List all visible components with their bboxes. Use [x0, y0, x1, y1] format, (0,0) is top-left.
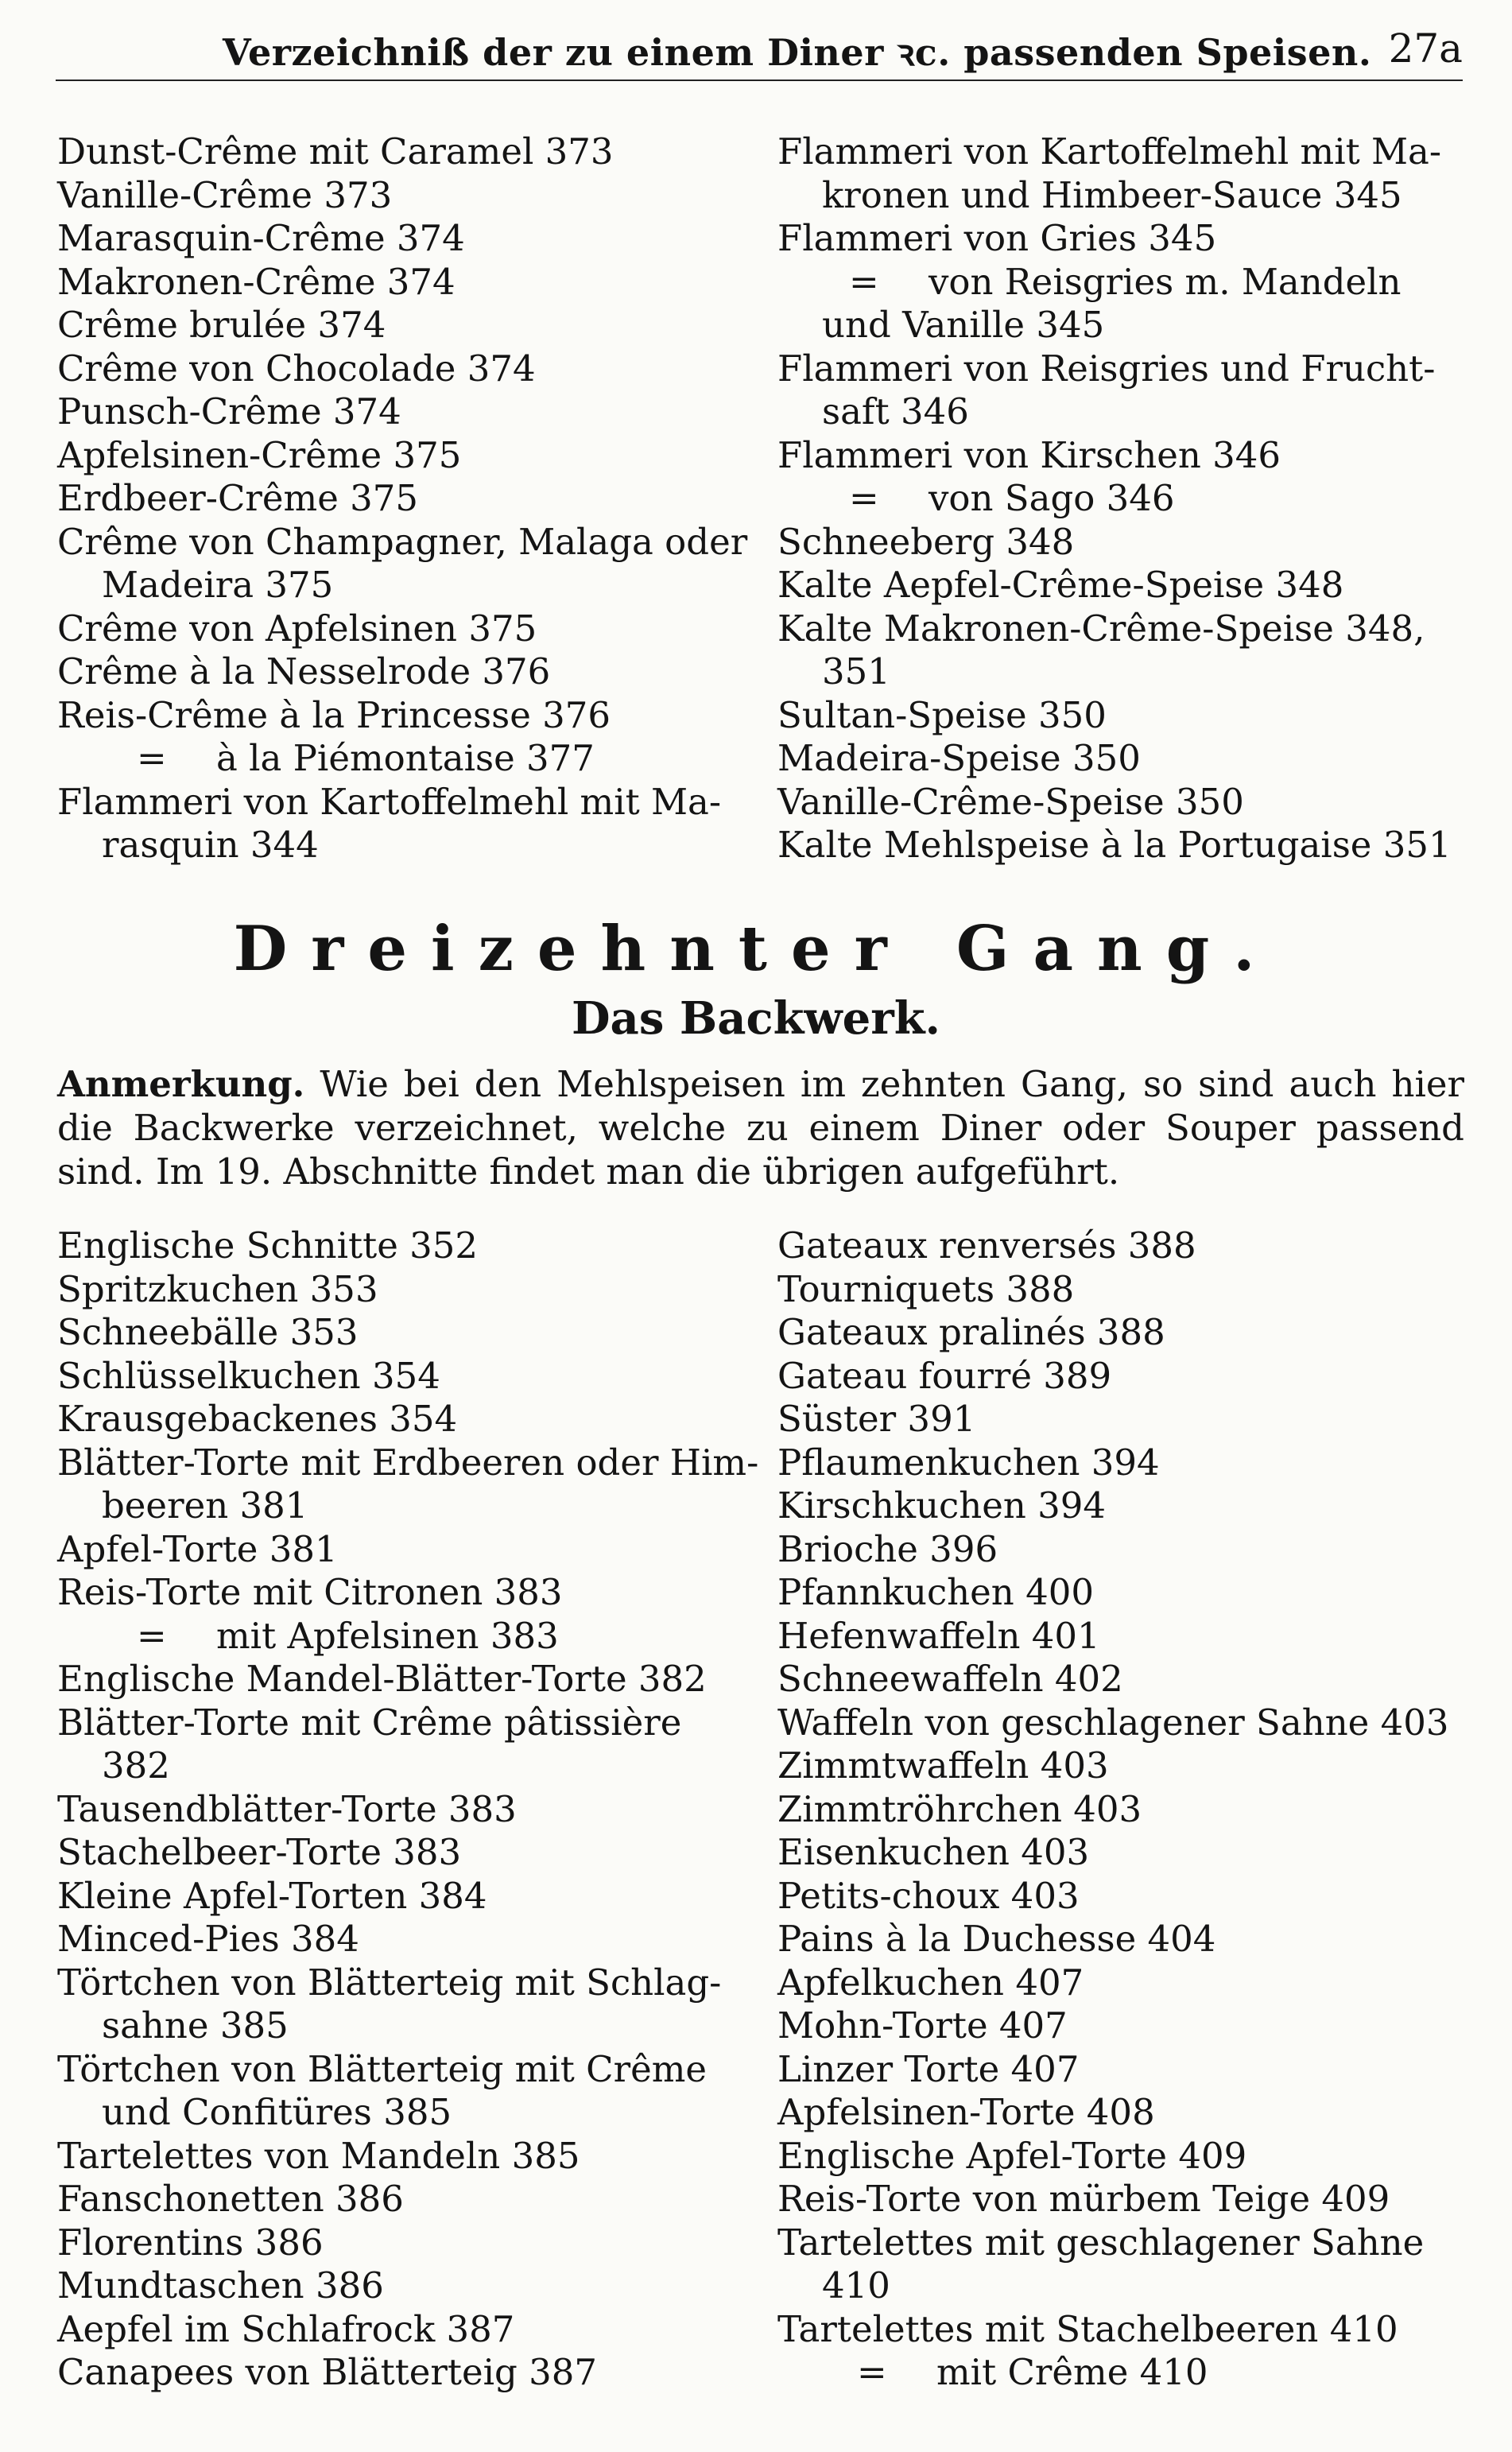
- list-item-text: von Sago 346: [929, 477, 1175, 519]
- list-item: Petits-choux 403: [777, 1874, 1080, 1917]
- note-text: Wie bei den Mehlspeisen im zehnten Gang, so sind auch hier die Backwerke verzeichnet, welche zu einem Diner oder Souper passend sind. Im 19. Abschnitte findet man die übrigen aufgeführt.: [57, 1063, 1464, 1193]
- list-item: Fanschonetten 386: [57, 2178, 404, 2220]
- list-item: Blätter-Torte mit Crême pâtissière: [57, 1701, 682, 1744]
- list-item: Crême von Champagner, Malaga oder: [57, 520, 748, 563]
- list-item-continuation: kronen und Himbeer-Sauce 345: [822, 173, 1402, 216]
- list-item: [57, 1615, 741, 1659]
- list-item: Kalte Mehlspeise à la Portugaise 351: [777, 824, 1452, 866]
- list-item: Tartelettes mit geschlagener Sahne: [777, 2221, 1425, 2264]
- list-item: Apfelkuchen 407: [777, 1961, 1084, 2004]
- list-item: Schneeberg 348: [777, 520, 1075, 563]
- list-item-continuation: beeren 381: [102, 1484, 308, 1527]
- list-item-continuation: und Vanille 345: [822, 304, 1105, 346]
- list-item: Crême brulée 374: [57, 304, 386, 346]
- list-item: Crême à la Nesselrode 376: [57, 650, 551, 693]
- list-item: Kirschkuchen 394: [777, 1484, 1107, 1527]
- list-item: Pfannkuchen 400: [777, 1571, 1094, 1613]
- list-item: Reis-Torte mit Citronen 383: [57, 1571, 563, 1613]
- list-item: Stachelbeer-Torte 383: [57, 1831, 462, 1873]
- list-item: Tourniquets 388: [777, 1267, 1075, 1310]
- note-paragraph: [57, 1062, 1464, 1193]
- list-item: [777, 2351, 1461, 2395]
- list-item: Englische Apfel-Torte 409: [777, 2134, 1247, 2177]
- list-item: Madeira-Speise 350: [777, 737, 1141, 779]
- list-item: Flammeri von Gries 345: [777, 217, 1217, 259]
- list-item: Spritzkuchen 353: [57, 1267, 378, 1310]
- list-item: Dunst-Crême mit Caramel 373: [57, 130, 614, 173]
- list-item: Blätter-Torte mit Erdbeeren oder Him-: [57, 1441, 759, 1484]
- list-item: Apfel-Torte 381: [57, 1527, 338, 1570]
- list-item: Eisenkuchen 403: [777, 1831, 1090, 1873]
- list-item: Gateaux renversés 388: [777, 1224, 1196, 1267]
- course-subheading: Das Backwerk.: [571, 992, 941, 1045]
- list-item: Flammeri von Reisgries und Frucht-: [777, 347, 1436, 390]
- list-item: Kleine Apfel-Torten 384: [57, 1874, 487, 1917]
- list-item: Pflaumenkuchen 394: [777, 1441, 1160, 1484]
- list-item: Gateau fourré 389: [777, 1354, 1112, 1397]
- course-heading: Dreizehnter Gang.: [233, 913, 1279, 985]
- list-item: [57, 737, 741, 781]
- list-item: Reis-Crême à la Princesse 376: [57, 693, 611, 736]
- list-item: Sultan-Speise 350: [777, 693, 1107, 736]
- ditto-mark: =: [137, 1614, 167, 1657]
- list-item: Schneebälle 353: [57, 1311, 359, 1353]
- page-number: 27a: [1388, 25, 1463, 72]
- list-item-continuation: Madeira 375: [102, 564, 334, 606]
- list-item: Mundtaschen 386: [57, 2264, 384, 2307]
- list-item: Apfelsinen-Crême 375: [57, 433, 462, 476]
- bottom-right-column: [777, 1224, 1461, 2395]
- list-item: Schneewaffeln 402: [777, 1658, 1123, 1700]
- list-item: Flammeri von Kartoffelmehl mit Ma-: [57, 780, 722, 823]
- list-item: Crême von Chocolade 374: [57, 347, 536, 390]
- list-item-continuation: saft 346: [822, 390, 969, 433]
- list-item: Marasquin-Crême 374: [57, 217, 465, 259]
- list-item: Zimmtröhrchen 403: [777, 1787, 1142, 1830]
- list-item-text: von Reisgries m. Mandeln: [929, 260, 1402, 303]
- list-item: Flammeri von Kartoffelmehl mit Ma-: [777, 130, 1442, 173]
- list-item-text: à la Piémontaise 377: [216, 737, 595, 779]
- list-item: Kalte Makronen-Crême-Speise 348,: [777, 607, 1425, 650]
- list-item: Englische Mandel-Blätter-Torte 382: [57, 1658, 707, 1700]
- list-item: Apfelsinen-Torte 408: [777, 2091, 1155, 2133]
- list-item: Florentins 386: [57, 2221, 324, 2264]
- list-item: Gateaux pralinés 388: [777, 1311, 1165, 1353]
- list-item: Canapees von Blätterteig 387: [57, 2351, 598, 2393]
- list-item: Vanille-Crême 373: [57, 173, 393, 216]
- list-item-continuation: und Confitüres 385: [102, 2091, 452, 2133]
- top-right-column: [777, 130, 1461, 867]
- list-item: Kalte Aepfel-Crême-Speise 348: [777, 564, 1344, 606]
- list-item: Brioche 396: [777, 1527, 998, 1570]
- list-item: Minced-Pies 384: [57, 1918, 359, 1960]
- list-item: Flammeri von Kirschen 346: [777, 433, 1281, 476]
- list-item: Zimmtwaffeln 403: [777, 1744, 1109, 1787]
- list-item-text: mit Crême 410: [936, 2351, 1208, 2393]
- list-item: Tartelettes von Mandeln 385: [57, 2134, 580, 2177]
- list-item: Crême von Apfelsinen 375: [57, 607, 537, 650]
- header-title: Verzeichniß der zu einem Diner ꝛc. passenden Speisen.: [223, 31, 1372, 74]
- list-item: Linzer Torte 407: [777, 2047, 1080, 2090]
- list-item-continuation: rasquin 344: [102, 824, 319, 866]
- list-item: Vanille-Crême-Speise 350: [777, 780, 1244, 823]
- list-item: Schlüsselkuchen 354: [57, 1354, 440, 1397]
- ditto-mark: =: [849, 477, 879, 519]
- list-item: [777, 261, 1461, 305]
- list-item: Makronen-Crême 374: [57, 260, 456, 303]
- list-item-continuation: 351: [822, 650, 890, 693]
- list-item: Tausendblätter-Torte 383: [57, 1787, 517, 1830]
- list-item: Englische Schnitte 352: [57, 1224, 479, 1267]
- list-item: Törtchen von Blätterteig mit Schlag-: [57, 1961, 722, 2004]
- list-item-text: mit Apfelsinen 383: [216, 1614, 559, 1657]
- top-left-column: [57, 130, 748, 867]
- list-item: Aepfel im Schlafrock 387: [57, 2307, 515, 2350]
- list-item: [777, 477, 1461, 521]
- list-item: Krausgebackenes 354: [57, 1398, 458, 1440]
- list-item: Reis-Torte von mürbem Teige 409: [777, 2178, 1390, 2220]
- list-item: Süster 391: [777, 1398, 976, 1440]
- running-header: [56, 24, 1463, 81]
- list-item-continuation: 410: [822, 2264, 890, 2307]
- list-item: Punsch-Crême 374: [57, 390, 401, 433]
- list-item: Waffeln von geschlagener Sahne 403: [777, 1701, 1449, 1744]
- note-label: Anmerkung.: [57, 1063, 305, 1105]
- list-item: Hefenwaffeln 401: [777, 1614, 1100, 1657]
- list-item-continuation: sahne 385: [102, 2004, 289, 2047]
- list-item-continuation: 382: [102, 1744, 170, 1787]
- list-item: Törtchen von Blätterteig mit Crême: [57, 2047, 708, 2090]
- list-item: Pains à la Duchesse 404: [777, 1918, 1216, 1960]
- ditto-mark: =: [849, 260, 879, 303]
- list-item: Tartelettes mit Stachelbeeren 410: [777, 2307, 1398, 2350]
- bottom-left-column: [57, 1224, 759, 2395]
- ditto-mark: =: [137, 737, 167, 779]
- list-item: Mohn-Torte 407: [777, 2004, 1068, 2047]
- ditto-mark: =: [857, 2351, 887, 2393]
- list-item: Erdbeer-Crême 375: [57, 477, 419, 519]
